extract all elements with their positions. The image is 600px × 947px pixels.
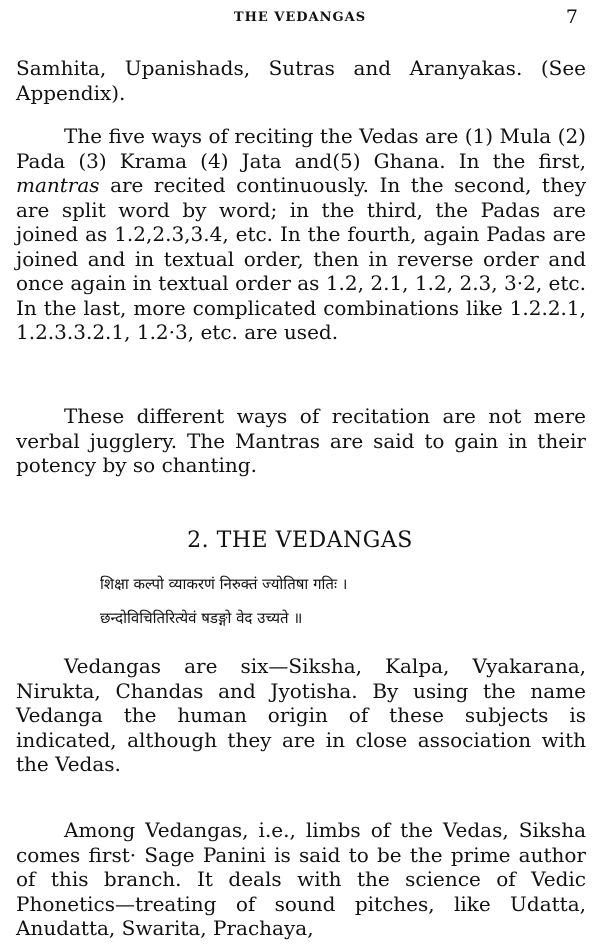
paragraph-text: are recited continuously. In the second, they are split word by word; in the third, the Padas are joined as 1.2,2.3,3.4, etc. In the fourth, again Padas are joined and in textual order, then in reverse order and once again in textual order as 1.2, 2.1, 1.2, 2.3, 3·2, etc. In the last, more complicated combinations like 1.2.2.1, 1.2.3.3.2.1, 1.2·3, etc. are used. bbox=[16, 173, 586, 344]
page-number: 7 bbox=[565, 6, 578, 28]
paragraph-siksha: Among Vedangas, i.e., limbs of the Vedas, Siksha comes first· Sage Panini is said to be the prime author of this branch. It deals with the science of Vedic Phonetics—treating of sound pitches, like Udatta, Anudatta, Swarita, Prachaya, bbox=[16, 818, 586, 940]
sanskrit-verse-line: शिक्षा कल्पो व्याकरणं निरुक्तं ज्योतिषा गतिः । bbox=[100, 575, 348, 593]
paragraph-recitation-ways bbox=[16, 124, 586, 345]
running-header bbox=[0, 6, 600, 30]
sanskrit-verse-line: छन्दोविचितिरित्येवं षडङ्गो वेद उच्यते ॥ bbox=[100, 609, 303, 627]
italic-term: mantras bbox=[16, 173, 100, 197]
paragraph-continuation: Samhita, Upanishads, Sutras and Aranyakas. (See Appendix). bbox=[16, 56, 586, 105]
paragraph-recitation-note: These different ways of recitation are not mere verbal jugglery. The Mantras are said to gain in their potency by so chanting. bbox=[16, 404, 586, 477]
running-header-title: THE VEDANGAS bbox=[233, 10, 367, 25]
paragraph-text: The five ways of reciting the Vedas are (1) Mula (2) Pada (3) Krama (4) Jata and(5) Ghana. In the first, bbox=[16, 124, 586, 173]
section-heading: 2. THE VEDANGAS bbox=[187, 528, 413, 553]
paragraph-vedangas-list: Vedangas are six—Siksha, Kalpa, Vyakarana, Nirukta, Chandas and Jyotisha. By using the name Vedanga the human origin of these subjects is indicated, although they are in close association with the Vedas. bbox=[16, 654, 586, 776]
